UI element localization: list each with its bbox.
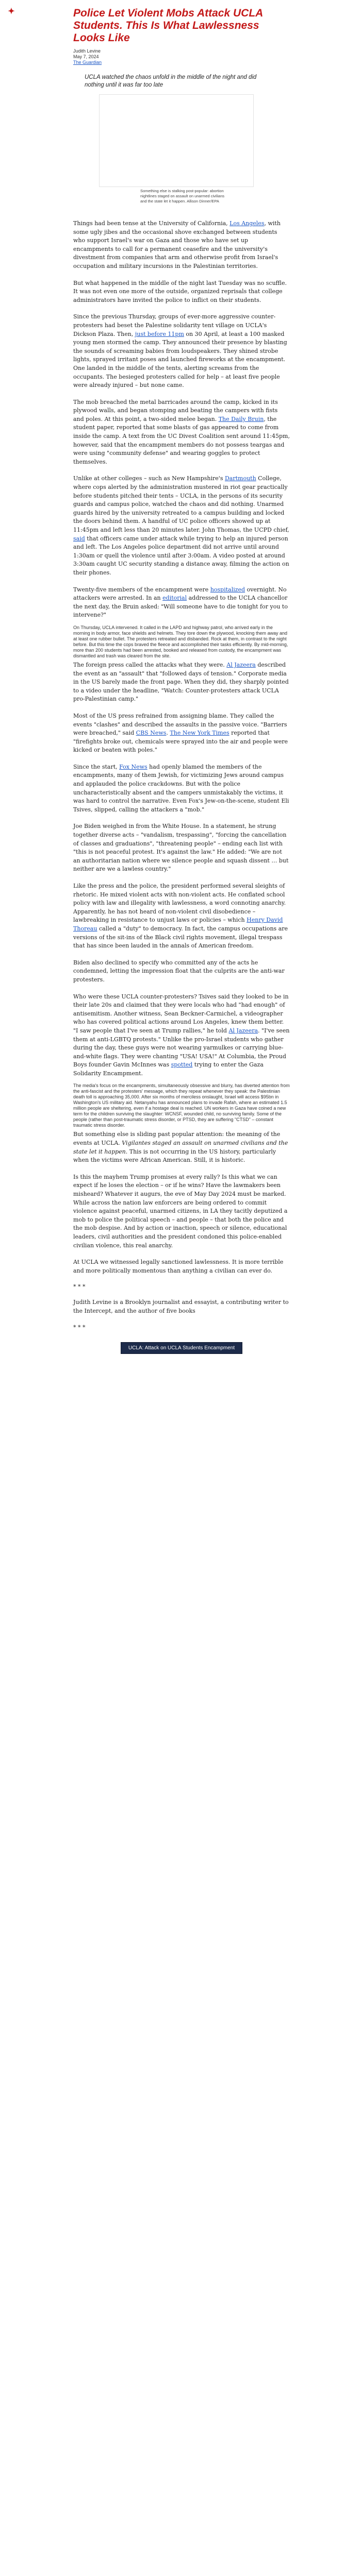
inline-link[interactable]: Henry David Thoreau: [73, 917, 283, 932]
paragraph-text: Things had been tense at the University of California,: [73, 220, 230, 227]
paragraph-text: addressed to the UCLA chancellor the next day, the Bruin asked: "Will someone have to die tonight for you to intervene?": [73, 595, 288, 619]
paragraph: [73, 661, 290, 704]
publish-date: May 7, 2024: [73, 54, 99, 59]
paragraph-text: But something else is sliding past popular attention: the meaning of the events at UCLA.: [73, 1131, 281, 1147]
article-body-part-3: [73, 1130, 290, 1275]
paragraph-text: Since the start,: [73, 763, 120, 770]
inline-link[interactable]: Los Angeles: [229, 220, 265, 227]
emphasis-text: Vigilantes staged an assault on unarmed civilians and the state let it happen.: [73, 1140, 288, 1155]
publication-link[interactable]: The Guardian: [73, 60, 102, 65]
inline-link[interactable]: The Daily Bruin: [218, 415, 264, 422]
inline-link[interactable]: The New York Times: [170, 730, 229, 737]
paragraph-text: Biden also declined to specify who committed any of the acts he condemned, letting the impression float that the culprits are the anti-war protesters.: [73, 959, 285, 983]
paragraph: [73, 822, 290, 874]
inline-link[interactable]: said: [73, 535, 85, 542]
paragraph: [73, 1258, 290, 1275]
hero-image: [99, 94, 254, 187]
paragraph-text: , the student paper, reported that some blasts of gas appeared to come from inside the camp. A text from the UC Divest Coalition sent around 11:45pm, however, said that the encampment members do not possess teargas and were using "community defense" and wearing goggles to protect themselves.: [73, 415, 290, 465]
inline-link[interactable]: Fox News: [119, 763, 147, 770]
paragraph-text: Unlike at other colleges – such as New Hampshire's: [73, 475, 225, 482]
paragraph-text: that officers came under attack while trying to help an injured person and left. The Los Angeles police department did not arrive until around 1:30am or quell the violence until after 3:00am. A video posted at around 3:30am caught UC security standing a distance away, filming the action on their phones.: [73, 535, 289, 576]
paragraph-text: At UCLA we witnessed legally sanctioned lawlessness. It is more terrible and more politically momentous than anything a civilian can ever do.: [73, 1259, 284, 1274]
logo-icon: ✦: [8, 7, 15, 16]
paragraph-text: Most of the US press refrained from assigning blame. They called the events "clashes" and described the assaults in the passive voice. "Barriers were breached," said: [73, 712, 287, 737]
paragraph-text: , with some ugly jibes and the occasional shove exchanged between students who support Israel's war on Gaza and those who have set up encampments to call for a permanent ceasefire and the university's divestment from companies that arm and otherwise profit from Israel's occupation and military incursions in the Palestinian territories.: [73, 220, 281, 269]
author-bio: Judith Levine is a Brooklyn journalist and essayist, a contributing writer to the Intercept, and the author of five books: [73, 1299, 289, 1314]
inline-link[interactable]: hospitalized: [210, 586, 245, 593]
author-bio-block: [73, 1298, 290, 1315]
paragraph-text: described the event as an "assault" that "followed days of tension." Corporate media in the US barely made the front page. When they did, they sharply pointed to a video under the headline, "Watch: Counter-protesters attack UCLA pro-Palestinian camp.": [73, 661, 289, 703]
paragraph: [73, 882, 290, 951]
paragraph: [73, 313, 290, 389]
paragraph-text: Twenty-five members of the encampment were: [73, 586, 210, 593]
paragraph-text: Like the press and the police, the president performed several sleights of rhetoric. He mixed violent acts with non-violent acts. He conflated school policy with law and illegality with lawlessness, a word connoting anarchy. Apparently, he has not heard of non-violent civil disobedience – lawbreaking in resistance to unjust laws or policies – which: [73, 883, 286, 924]
paragraph: [73, 712, 290, 755]
paragraph: [73, 1130, 290, 1164]
article-title: Police Let Violent Mobs Attack UCLA Students. This Is What Lawlessness Looks Like: [73, 7, 263, 44]
editors-note-2: The media's focus on the encampments, simultaneously obsessive and blurry, has diverted attention from the anti-fascist and the protesters' message, which they repeat whenever they speak: the Palestinian death toll is approaching 35,000. After six months of merciless onslaught, Israel will access $95bn in Washington's US military aid. Netanyahu has announced plans to invade Rafah, where an estimated 1.5 million people are sheltering, even if a hostage deal is reached. UN workers in Gaza have coined a new term for the children surviving the slaughter: WCNSF, wounded child, no surviving family. Some of the people (rather than post-traumatic stress disorder, or PTSD, they are suffering "CTSD" – constant traumatic stress disorder.: [73, 1083, 290, 1128]
inline-link[interactable]: spotted: [171, 1061, 193, 1069]
paragraph: [73, 763, 290, 815]
article-body-part-1: [73, 219, 290, 620]
section-divider-2: * * *: [73, 1324, 86, 1331]
paragraph-text: overnight. No attackers were arrested. In an: [73, 586, 287, 602]
paragraph: [73, 474, 290, 577]
paragraph-text: .: [166, 730, 170, 737]
paragraph-text: trying to enter the Gaza Solidarity Encampment.: [73, 1061, 264, 1077]
article-standfirst: UCLA watched the chaos unfold in the middle of the night and did nothing until it was far too late: [85, 74, 257, 88]
paragraph-text: The foreign press called the attacks what they were.: [73, 661, 227, 668]
paragraph-text: on 30 April, at least a 100 masked young men stormed the camp. They announced their presence by blasting the sounds of screaming babies from loudspeakers. They shined strobe lights, sprayed irritant poses and launched fireworks at the encampment. One landed in the middle of the tents, alerting screams from the occupants. The besieged protesters called for help – at least five people were already injured – but none came.: [73, 330, 287, 389]
paragraph-text: Since the previous Thursday, groups of ever-more aggressive counter-protesters had beset the Palestine solidarity tent village on UCLA's Dickson Plaza. Then,: [73, 313, 276, 337]
article-body-part-2: [73, 661, 290, 1078]
inline-link[interactable]: editorial: [162, 595, 187, 602]
editors-note: On Thursday, UCLA intervened. It called in the LAPD and highway patrol, who arrived early in the morning in body armor, face shields and helmets. They tore down the plywood, knocking them away and at least one rubber bullet. The protesters retreated and disbanded. Rock at them, in contrast to the night before. But this time the cops braved the fleece and accomplished their tasks efficiently. By mid-morning, more than 200 students had been arrested, booked and released from custody, the encampment was dismantled and trash was cleared from the site.: [73, 624, 288, 658]
author-name: Judith Levine: [73, 48, 101, 54]
paragraph-text: had openly blamed the members of the encampments, many of them Jewish, for victimizing Jews around campus and applauded the police crackdowns. But with the police uncharacteristically absent and the campers unmistakably the victims, it was hard to control the narrative. Even Fox's Jew-on-the-scene, student Eli Tsives, slipped, calling the attackers a "mob.": [73, 763, 289, 813]
paragraph-text: called a "duty" to democracy. In fact, the campus occupations are versions of the sit-ins of the Black civil rights movement, illegal trespass that has since been lauded in the annals of American freedom.: [73, 925, 288, 950]
paragraph: [73, 1173, 290, 1250]
article-container: [73, 0, 290, 1354]
paragraph: [73, 219, 290, 271]
paragraph-text: College, where cops alerted by the administration mustered in riot gear practically before students pitched their tents – UCLA, in the persons of its security guards and campus police, watched the chaos and did nothing. Unarmed guards hired by the university retreated to a campus building and locked the doors behind them. A handful of UC police officers showed up at 11:45pm and left less than 20 minutes later. John Thomas, the UCPD chief,: [73, 475, 289, 533]
paragraph: [73, 279, 290, 305]
paragraph-text: This is not occurring in the US history, particularly when the victims were African American. Still, it is historic.: [73, 1148, 276, 1164]
inline-link[interactable]: Dartmouth: [224, 475, 256, 482]
paragraph-text: Is this the mayhem Trump promises at every rally? Is this what we can expect if he loses the election – or if he wins? Have the lawmakers been misheard? Whatever it augurs, the eve of May Day 2024 must be marked. While across the nation law enforcers are being ordered to commit violence against peaceful, unarmed citizens, in LA they tacitly deputized a mob to police the political speech – and people – that both the police and the mob despise. And by action or inaction, speech or silence, educational leaders, civil authorities and the president condoned this police-enabled civilian violence, this real anarchy.: [73, 1173, 288, 1249]
cta-button[interactable]: UCLA: Attack on UCLA Students Encampment: [121, 1342, 242, 1354]
paragraph: [73, 586, 290, 620]
paragraph: [73, 398, 290, 467]
inline-link[interactable]: Al Jazeera: [226, 661, 256, 668]
section-divider: * * *: [73, 1283, 86, 1291]
hero-figure: [99, 94, 254, 204]
inline-link[interactable]: just before 11pm: [135, 330, 184, 337]
paragraph-text: . "I've seen them at anti-LGBTQ protests." Unlike the pro-Israel students who gather during the day, these guys were not wearing yarmulkes or carrying blue-and-white flags. They were chanting "USA! USA!" At Columbia, the Proud Boys founder Gavin McInnes was: [73, 1027, 290, 1069]
paragraph: [73, 959, 290, 985]
inline-link[interactable]: Al Jazeera: [228, 1027, 258, 1034]
article-meta: [73, 48, 290, 65]
paragraph-text: But what happened in the middle of the night last Tuesday was no scuffle. It was not even one more of the outside, organized reprisals that college administrators have invited the police to inflict on their students.: [73, 279, 287, 303]
paragraph-text: reported that "firefights broke out, chemicals were sprayed into the air and people were kicked or beaten with poles.": [73, 730, 288, 754]
paragraph-text: The mob breached the metal barricades around the camp, kicked in its plywood walls, and began stomping and beating the campers with fists and poles. At this point, a two-sided melee began.: [73, 398, 278, 422]
cta-wrap: [73, 1342, 290, 1354]
inline-link[interactable]: CBS News: [136, 730, 167, 737]
hero-image-placeholder: [100, 95, 253, 187]
paragraph-text: Joe Biden weighed in from the White House. In a statement, he strung together diverse acts – "vandalism, trespassing", "forcing the cancellation of classes and graduations", "threatening people" – ending each list with "this is not peaceful protest. It's against the law." He added: "We are not an authoritarian nation where we silence people and squash dissent … but neither are we a lawless country.": [73, 823, 289, 873]
paragraph-text: Who were these UCLA counter-protesters? Tsives said they looked to be in their late 20s and claimed that they were locals who had "had enough" of antisemitism. Another witness, Sean Beckner-Carmichel, a videographer who has covered political actions around Los Angeles, knew them better. "I saw people that I've seen at Trump rallies," he told: [73, 993, 289, 1034]
hero-caption: Something else is stalking post-popular: abortion nightlines staged on assault on unarmed civilians and the state let it happen. Allison Dinner/EPA: [140, 189, 225, 204]
paragraph: [73, 993, 290, 1078]
